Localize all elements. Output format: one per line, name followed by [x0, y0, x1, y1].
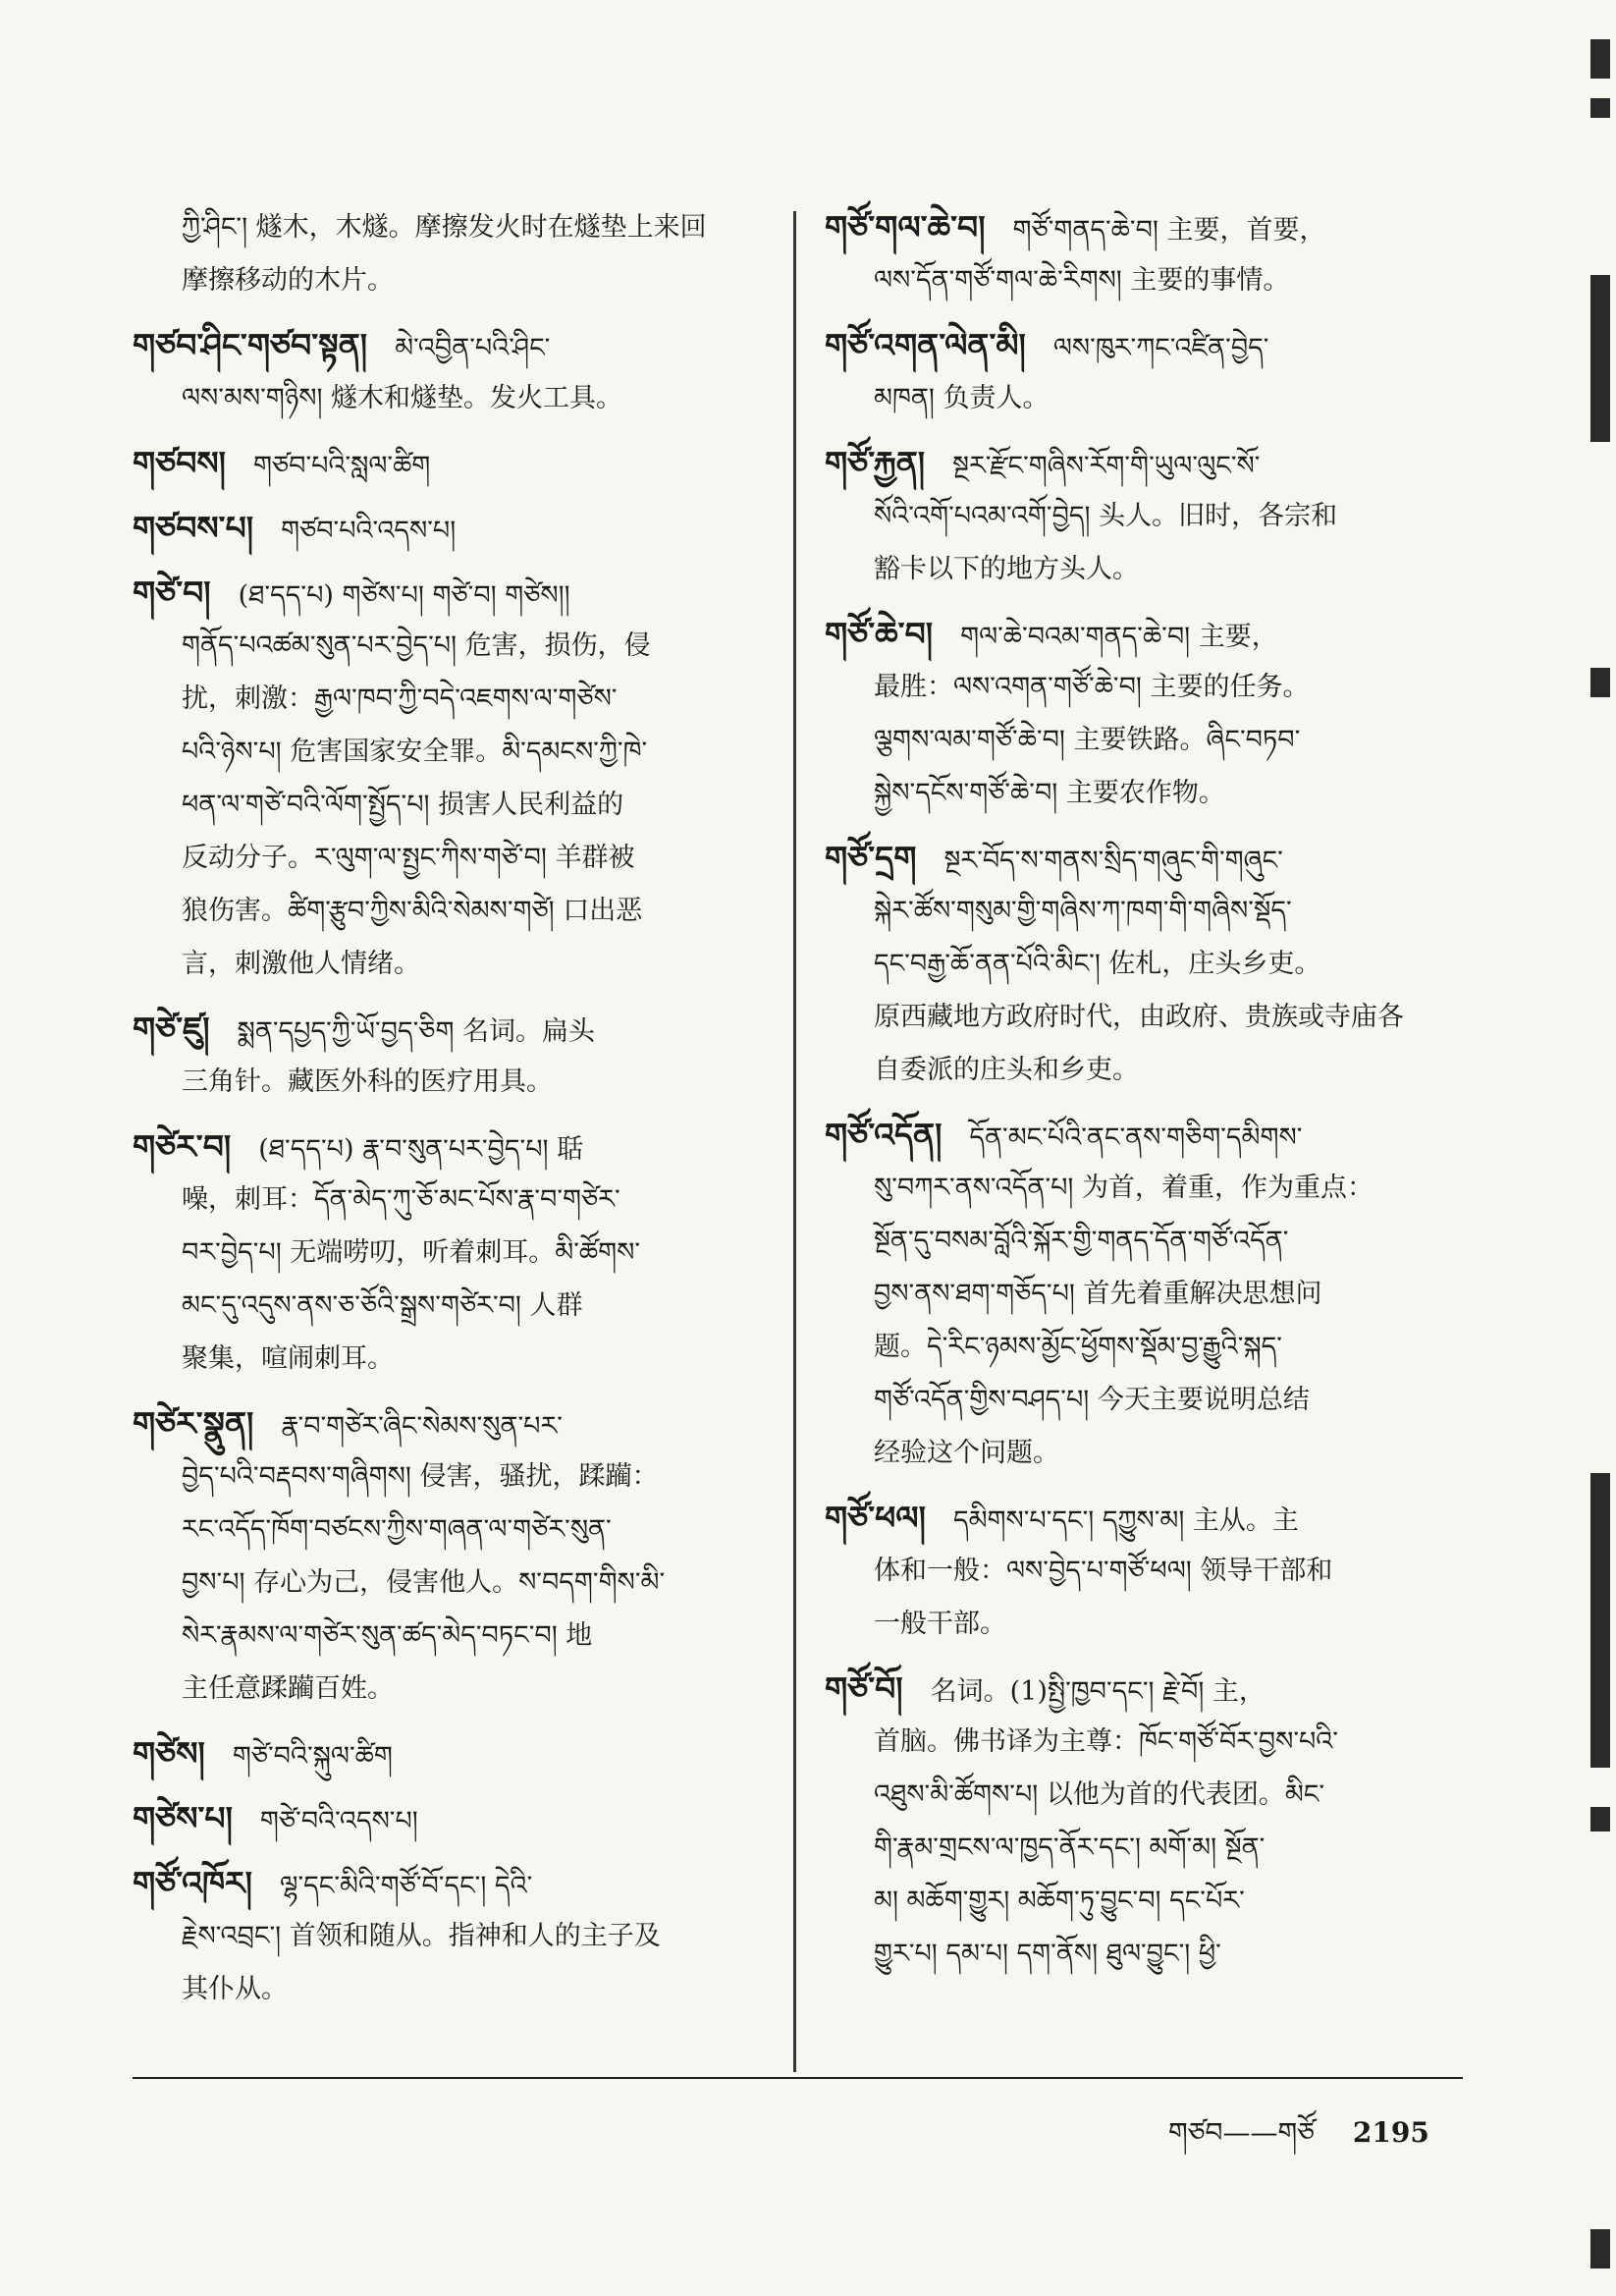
entry-line: [825, 1162, 1453, 1215]
footer-range: གཙབ——གཙོ: [1168, 2116, 1315, 2149]
entry-text: 扰，刺激：རྒྱལ་ཁབ་ཀྱི་བདེ་འཇགས་ལ་གཙེས་: [182, 683, 618, 714]
entry-line: [825, 319, 1453, 372]
entry-line: [133, 1397, 761, 1450]
dictionary-entry: [825, 1492, 1453, 1651]
entry-text: རྣ་བ་གཙེར་ཞིང་སེམས་སུན་པར་: [281, 1411, 563, 1442]
entry-text: 题。དེ་རིང་ཉམས་མྱོང་ཕྱོགས་སྡོམ་བྱ་རྒྱུའི་སྐད་: [874, 1332, 1282, 1362]
entry-text: 体和一般：ལས་བྱེད་པ་གཙོ་ཕལ། 领导干部和: [874, 1556, 1333, 1586]
entry-text: པའི་ཉེས་པ། 危害国家安全罪。མི་དམངས་ཀྱི་ཁེ་: [182, 737, 648, 767]
entry-line: [133, 1280, 761, 1333]
entry-line: [133, 1910, 761, 1963]
edge-mark: [1590, 1807, 1610, 1831]
entry-line: [825, 938, 1453, 991]
entry-text: (ཐ་དད་པ) རྣ་བ་སུན་པར་བྱེད་པ། 聒: [258, 1134, 584, 1165]
entry-line: [825, 1427, 1453, 1480]
entry-line: [825, 437, 1453, 490]
edge-mark: [1590, 2229, 1610, 2269]
entry-headword: གཙེས།: [133, 1734, 205, 1773]
entry-line: [825, 372, 1453, 425]
dictionary-entry: [133, 319, 761, 425]
entry-text: ལས་མས་གཉིས། 燧木和燧垫。发火工具。: [182, 383, 623, 413]
entry-text: ལས་དོན་གཙོ་གལ་ཆེ་རིགས། 主要的事情。: [874, 265, 1290, 296]
dictionary-entry: [133, 1003, 761, 1109]
entry-text: སྨན་དཔྱད་ཀྱི་ཡོ་བྱད་ཅིག 名词。扁头: [237, 1016, 596, 1047]
entry-text: 狼伤害。ཚིག་རྩུབ་ཀྱིས་མིའི་སེམས་གཙེ། 口出恶: [182, 896, 643, 926]
entry-text: 噪，刺耳：དོན་མེད་ཀུ་ཅོ་མང་པོས་རྣ་བ་གཙེར་: [182, 1184, 620, 1215]
entry-line: [825, 1109, 1453, 1162]
entry-text: དམིགས་པ་དང་། དཀྱུས་མ། 主从。主: [952, 1505, 1299, 1536]
entry-line: [133, 1557, 761, 1610]
entry-text: སྐྱེས་དངོས་གཙོ་ཆེ་བ། 主要农作物。: [874, 778, 1225, 808]
entry-line: [825, 1769, 1453, 1822]
entry-line: [825, 1663, 1453, 1716]
entry-text: 主任意蹂躏百姓。: [182, 1673, 394, 1704]
entry-line: [825, 1321, 1453, 1374]
entry-text: 一般干部。: [874, 1609, 1006, 1639]
entry-line: [133, 1121, 761, 1174]
dictionary-entry: [133, 437, 761, 490]
edge-mark: [1590, 39, 1610, 79]
entry-line: [825, 1374, 1453, 1427]
entry-text: གལ་ཆེ་བའམ་གནད་ཆེ་བ། 主要，: [960, 622, 1278, 652]
entry-text: གཙབ་པའི་འདས་པ།: [281, 516, 457, 546]
entry-text: ཕན་ལ་གཙེ་བའི་ལོག་སྤྱོད་པ། 损害人民利益的: [182, 790, 624, 820]
entry-text: སྔར་བོད་ས་གནས་སྲིད་གཞུང་གི་གཞུང་: [943, 846, 1283, 876]
entry-line: [825, 1268, 1453, 1321]
left-column: [133, 201, 761, 2028]
entry-headword: གཙོ་ཆེ་བ།: [825, 615, 934, 653]
entry-text: གི་རྣམ་གྲངས་ལ་ཁྱད་ནོར་དང་། མགོ་མ། སྔོན་: [874, 1832, 1266, 1863]
entry-text: 原西藏地方政府时代，由政府、贵族或寺庙各: [874, 1002, 1404, 1032]
edge-mark: [1590, 668, 1610, 697]
entry-text: སོའི་འགོ་པའམ་འགོ་བྱེད། 头人。旧时，各宗和: [874, 501, 1338, 531]
entry-text: བྱེད་པའི་བརྡབས་གཞིགས། 侵害，骚扰，蹂躏：: [182, 1461, 659, 1492]
edge-mark: [1590, 98, 1610, 118]
entry-text: བར་བྱེད་པ། 无端唠叨，听着刺耳。མི་ཚོགས་: [182, 1237, 641, 1268]
entry-headword: གཙེ་ཛུ།: [133, 1010, 210, 1048]
dictionary-entry: [133, 1397, 761, 1716]
entry-headword: གཙབ་ཤིང་གཙབ་སྟན།: [133, 326, 368, 364]
entry-line: [825, 767, 1453, 820]
entry-headword: གཙབས་པ།: [133, 509, 254, 547]
entry-line: [825, 1545, 1453, 1598]
entry-line: [825, 608, 1453, 661]
entry-line: [133, 1056, 761, 1109]
entry-text: གཙེ་བའི་འདས་པ།: [259, 1806, 418, 1836]
entry-line: [825, 714, 1453, 767]
entry-line: [825, 1598, 1453, 1651]
entry-text: 自委派的庄头和乡吏。: [874, 1055, 1139, 1085]
entry-line: [825, 1044, 1453, 1097]
entry-text: མཁན། 负责人。: [874, 383, 1050, 413]
entry-line: [825, 1492, 1453, 1545]
entry-text: མ། མཆོག་གྱུར། མཆོག་ཏུ་བྱུང་བ། དང་པོར་: [874, 1886, 1245, 1916]
entry-text: 反动分子。ར་ལུག་ལ་སྤྱང་ཀིས་གཙེ་བ། 羊群被: [182, 843, 635, 873]
entry-text: ཀྱི་ཤིང་། 燧木，木燧。摩擦发火时在燧垫上来回: [182, 212, 707, 243]
dictionary-entry: [133, 201, 761, 307]
entry-text: (ཐ་དད་པ) གཙེས་པ། གཙེ་བ། གཙེས།།: [238, 580, 570, 611]
entry-line: [825, 832, 1453, 885]
entry-text: དོན་མང་པོའི་ནང་ནས་གཅིག་དམིགས་: [969, 1122, 1303, 1153]
entry-line: [133, 1663, 761, 1716]
entry-headword: གཙོ་ཕལ།: [825, 1499, 926, 1537]
entry-text: སྔོན་དུ་བསམ་བློའི་སྐོར་གྱི་གནད་དོན་གཙོ་འདོན་: [874, 1226, 1289, 1256]
entry-line: [133, 726, 761, 779]
entry-line: [825, 490, 1453, 543]
entry-text: གཙོ་གནད་ཆེ་བ། 主要，首要，: [1012, 215, 1326, 246]
entry-line: [133, 254, 761, 307]
dictionary-entry: [825, 608, 1453, 820]
entry-text: ལྷ་དང་མིའི་གཙོ་བོ་དང་། དེའི་: [279, 1871, 533, 1901]
entry-headword: གཙོ་བོ།: [825, 1669, 903, 1708]
entry-line: [825, 201, 1453, 254]
entry-line: [133, 1003, 761, 1056]
page-footer: [1168, 2102, 1429, 2179]
entry-line: [133, 1174, 761, 1227]
entry-line: [133, 938, 761, 991]
dictionary-entry: [133, 1792, 761, 1845]
entry-text: 名词。(1)སྤྱི་ཁྱབ་དང་། རྗེ་བོ། 主，: [930, 1676, 1266, 1707]
entry-line: [133, 620, 761, 673]
entry-text: 摩擦移动的木片。: [182, 265, 394, 296]
entry-line: [133, 832, 761, 885]
entry-text: 首脑。佛书译为主尊：ཁོང་གཙོ་བོར་བྱས་པའི་: [874, 1726, 1338, 1757]
entry-text: 最胜：ལས་འགན་གཙོ་ཆེ་བ། 主要的任务。: [874, 672, 1310, 702]
dictionary-entry: [133, 502, 761, 555]
entry-line: [133, 567, 761, 620]
entry-text: 聚集，喧闹刺耳。: [182, 1343, 394, 1374]
entry-line: [133, 885, 761, 938]
entry-line: [133, 1227, 761, 1280]
dictionary-entry: [133, 1727, 761, 1780]
entry-text: གྱུར་པ། དམ་པ། དག་ནོས། ཐུལ་བྱུང་། ཕྱི་: [874, 1939, 1221, 1969]
entry-text: མེ་འབྱིན་པའི་ཤིང་: [395, 333, 551, 363]
entry-headword: གཙེར་བ།: [133, 1127, 232, 1166]
entry-line: [133, 1503, 761, 1557]
entry-line: [825, 1875, 1453, 1928]
entry-headword: གཙོ་འཁོར།: [133, 1864, 252, 1902]
entry-text: བྱས་པ། 存心为己，侵害他人。ས་བདག་གིས་མི་: [182, 1567, 666, 1598]
right-column: [825, 201, 1453, 1993]
entry-headword: གཙེར་སྣུན།: [133, 1404, 254, 1443]
entry-line: [133, 1610, 761, 1663]
dictionary-entry: [133, 1857, 761, 2016]
edge-mark: [1590, 1473, 1610, 1768]
dictionary-entry: [825, 437, 1453, 596]
entry-text: ལྕགས་ལམ་གཙོ་ཆེ་བ། 主要铁路。ཞིང་བཏབ་: [874, 725, 1301, 755]
entry-line: [133, 1450, 761, 1503]
entry-line: [133, 372, 761, 425]
dictionary-entry: [825, 1109, 1453, 1480]
entry-text: སེར་རྣམས་ལ་གཙེར་སུན་ཚད་མེད་བཏང་བ། 地: [182, 1620, 593, 1651]
entry-text: རང་འདོད་ཁོག་བཙངས་ཀྱིས་གཞན་ལ་གཙེར་སུན་: [182, 1514, 612, 1545]
entry-text: གཙབ་པའི་སླལ་ཚིག: [252, 451, 431, 481]
dictionary-entry: [133, 1121, 761, 1386]
entry-text: 言，刺激他人情绪。: [182, 949, 420, 979]
dictionary-entry: [133, 567, 761, 991]
entry-text: འཐུས་མི་ཚོགས་པ། 以他为首的代表团。མིང་: [874, 1779, 1325, 1810]
entry-line: [133, 201, 761, 254]
entry-text: རྗེས་འབྲང་། 首领和随从。指神和人的主子及: [182, 1921, 661, 1951]
entry-line: [133, 502, 761, 555]
dictionary-entry: [825, 1663, 1453, 1981]
entry-text: 其仆从。: [182, 1974, 288, 2004]
entry-headword: གཙོ་གལ་ཆེ་བ།: [825, 208, 986, 246]
entry-text: 三角针。藏医外科的医疗用具。: [182, 1066, 553, 1097]
footer-rule: [133, 2077, 1463, 2079]
edge-mark: [1590, 275, 1610, 442]
dictionary-entry: [825, 832, 1453, 1097]
entry-text: མང་དུ་འདུས་ནས་ཅ་ཅོའི་སྒྲས་གཙེར་བ། 人群: [182, 1290, 583, 1321]
entry-line: [825, 1928, 1453, 1981]
entry-text: གཙོ་འདོན་གྱིས་བཤད་པ། 今天主要说明总结: [874, 1385, 1310, 1415]
page-number: 2195: [1352, 2116, 1429, 2149]
entry-line: [825, 885, 1453, 938]
entry-text: བྱས་ནས་ཐག་གཅོད་པ། 首先着重解决思想问: [874, 1279, 1322, 1309]
entry-text: གནོད་པའཚམ་སུན་པར་བྱེད་པ། 危害，损伤，侵: [182, 630, 651, 661]
entry-headword: གཙོ་འདོན།: [825, 1116, 943, 1154]
entry-line: [825, 1822, 1453, 1875]
entry-text: སྔར་རྫོང་གཞིས་རོག་གི་ཡུལ་ལུང་སོ་: [952, 451, 1261, 481]
entry-headword: གཙོ་འགན་ལེན་མི།: [825, 326, 1026, 364]
entry-line: [133, 1963, 761, 2016]
entry-headword: གཙེས་པ།: [133, 1799, 233, 1837]
entry-line: [133, 779, 761, 832]
entry-line: [133, 437, 761, 490]
entry-line: [825, 1716, 1453, 1769]
entry-line: [825, 1215, 1453, 1268]
entry-line: [825, 543, 1453, 596]
entry-text: 经验这个问题。: [874, 1438, 1059, 1468]
entry-line: [825, 254, 1453, 307]
entry-line: [825, 991, 1453, 1044]
entry-line: [133, 1727, 761, 1780]
entry-line: [133, 319, 761, 372]
entry-headword: གཙེ་བ།: [133, 574, 211, 612]
entry-text: དང་བརྒྱ་ཆོ་ནན་པོའི་མིང་། 佐札，庄头乡吏。: [874, 949, 1321, 979]
entry-headword: གཙབས།: [133, 444, 226, 482]
column-divider: [793, 211, 796, 2072]
entry-text: སྐེར་ཚོས་གསུམ་གྱི་གཞིས་ཀ་ཁག་གི་གཞིས་སྡོད་: [874, 896, 1292, 926]
entry-text: ལས་ཁུར་ཀང་འཛིན་བྱེད་: [1052, 333, 1269, 363]
entry-text: སུ་བཀར་ནས་འདོན་པ། 为首，着重，作为重点：: [874, 1173, 1374, 1203]
entry-text: 豁卡以下的地方头人。: [874, 554, 1139, 584]
entry-headword: གཙོ་དྲག: [825, 839, 917, 877]
dictionary-entry: [825, 319, 1453, 425]
entry-line: [133, 1333, 761, 1386]
scan-edge-marks: [1585, 39, 1610, 2259]
entry-line: [133, 1792, 761, 1845]
entry-line: [133, 1857, 761, 1910]
entry-line: [825, 661, 1453, 714]
dictionary-entry: [825, 201, 1453, 307]
entry-line: [133, 673, 761, 726]
entry-text: གཙེ་བའི་སྐུལ་ཚིག: [232, 1741, 393, 1772]
entry-headword: གཙོ་རྐྱན།: [825, 444, 926, 482]
